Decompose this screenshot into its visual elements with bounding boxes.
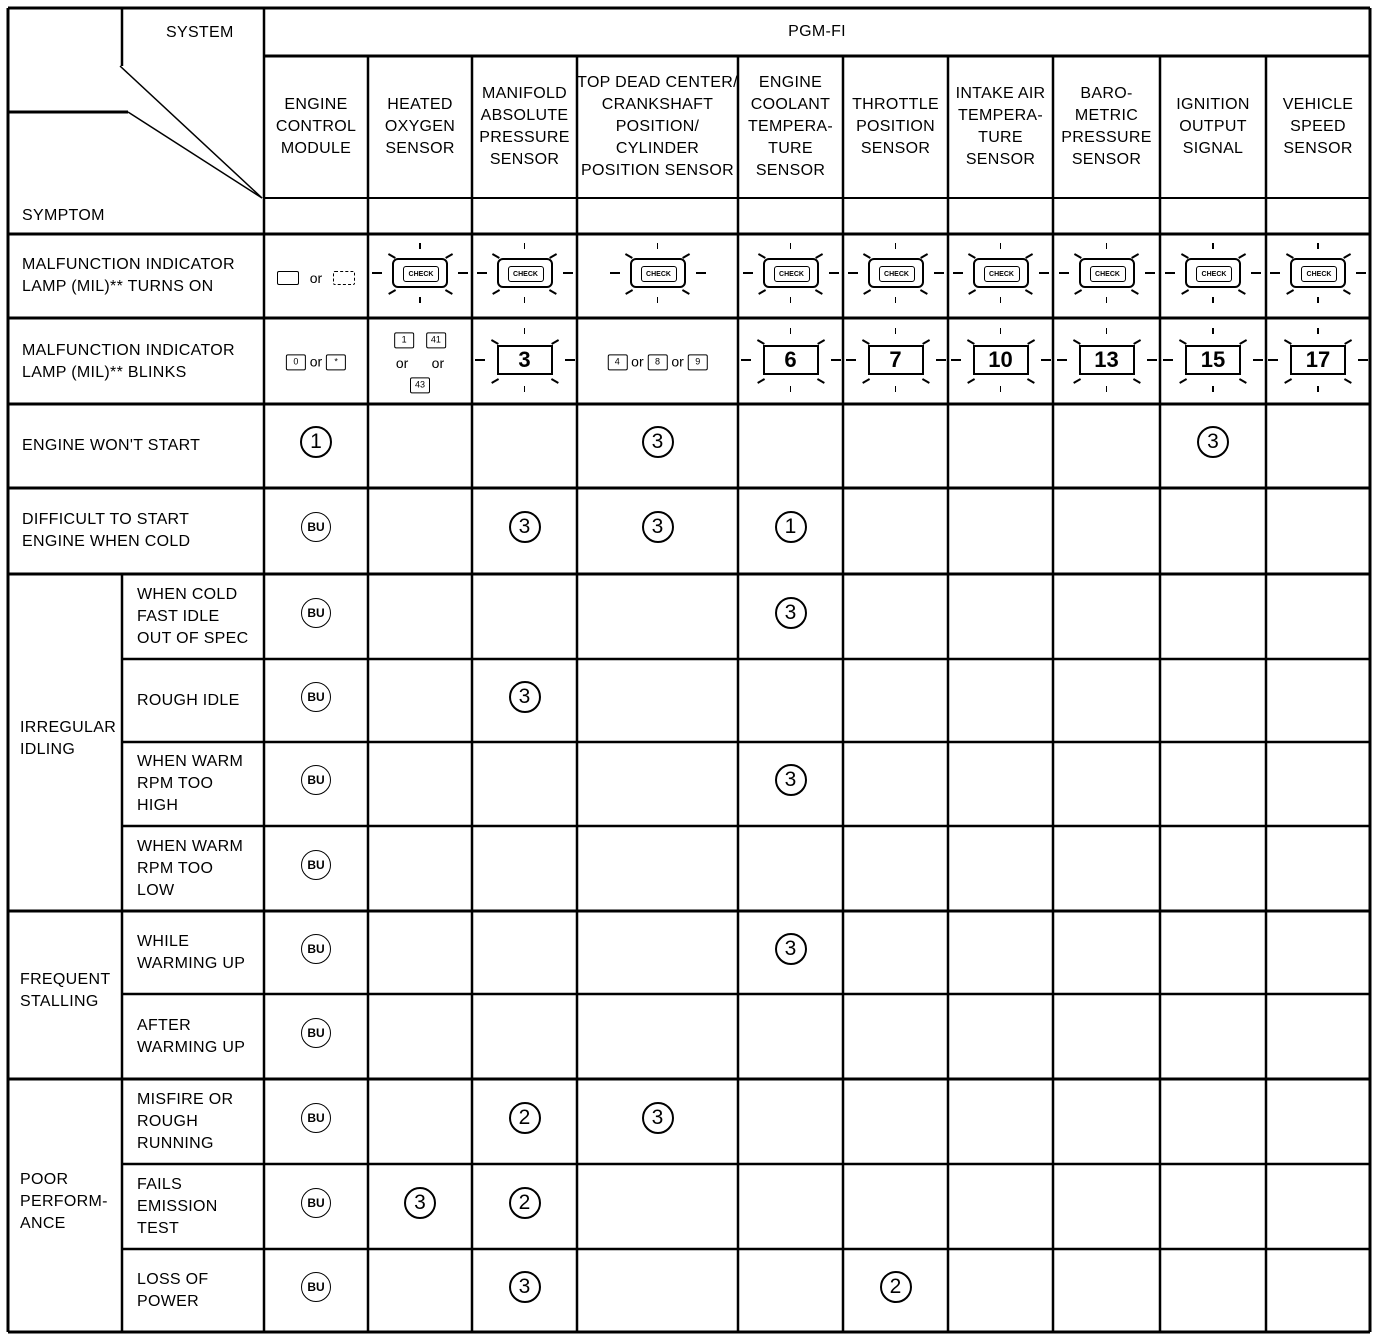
sub-symptom-label: WARMING UP — [137, 954, 246, 972]
engine-icon: CHECK — [641, 266, 677, 282]
check-engine-lamp-icon — [1290, 258, 1346, 288]
priority-mark: 3 — [642, 1102, 674, 1134]
sub-symptom-label: MISFIRE OR — [137, 1090, 234, 1108]
code-box: 41 — [426, 333, 446, 349]
sub-symptom-label: WHEN COLD — [137, 585, 238, 603]
sub-symptom-label: FAILS — [137, 1175, 183, 1193]
check-engine-lamp-icon — [1079, 258, 1135, 288]
ray-mark — [1212, 243, 1214, 249]
code-box: 43 — [410, 378, 430, 394]
ray-mark — [1059, 272, 1069, 274]
column-header: POSITION SENSOR — [581, 162, 734, 179]
check-engine-lamp-icon — [973, 258, 1029, 288]
ray-mark — [1356, 272, 1366, 274]
check-engine-lamp-icon — [630, 258, 686, 288]
ray-mark — [1000, 243, 1002, 249]
ray-mark — [1212, 328, 1214, 334]
ray-mark — [657, 297, 659, 303]
ecm-lamp-off-icon — [277, 271, 299, 285]
backup-mark: BU — [301, 850, 331, 880]
ray-mark — [1106, 243, 1108, 249]
sub-symptom-label: RPM TOO — [137, 859, 214, 877]
priority-mark: 2 — [880, 1271, 912, 1303]
ray-mark — [524, 386, 526, 392]
sub-symptom-label: TEST — [137, 1219, 180, 1237]
backup-mark: BU — [301, 682, 331, 712]
backup-mark: BU — [301, 934, 331, 964]
code-box: * — [326, 355, 346, 371]
system-name: PGM-FI — [788, 23, 846, 40]
backup-mark: BU — [301, 598, 331, 628]
priority-mark: 3 — [775, 933, 807, 965]
ray-mark — [953, 272, 963, 274]
corner-diagonal-b — [128, 112, 262, 198]
mil-on-label: MALFUNCTION INDICATOR — [22, 256, 235, 273]
column-header: SENSOR — [385, 140, 455, 157]
priority-mark: 3 — [509, 681, 541, 713]
sub-symptom-label: POWER — [137, 1292, 199, 1310]
column-header: SENSOR — [860, 140, 931, 157]
ray-mark — [419, 297, 421, 303]
ray-mark — [1000, 386, 1002, 392]
ray-mark — [565, 359, 575, 361]
oxygen-blink-codes-bottom — [410, 376, 430, 393]
ray-mark — [741, 359, 751, 361]
ray-mark — [524, 243, 526, 249]
blink-code-box: 15 — [1185, 345, 1241, 375]
ray-mark — [657, 243, 659, 249]
check-engine-lamp-icon — [868, 258, 924, 288]
oxygen-blink-codes-top — [394, 331, 446, 348]
priority-mark: 3 — [1197, 426, 1229, 458]
ray-mark — [1317, 328, 1319, 334]
ray-mark — [563, 272, 573, 274]
ray-mark — [895, 243, 897, 249]
blink-code-box: 17 — [1290, 345, 1346, 375]
ray-mark — [419, 243, 421, 249]
engine-icon: CHECK — [984, 266, 1020, 282]
ray-mark — [1147, 359, 1157, 361]
ray-mark — [1268, 359, 1278, 361]
sub-symptom-label: AFTER — [137, 1016, 191, 1034]
mil-blinks-label: LAMP (MIL)** BLINKS — [22, 364, 187, 381]
system-label: SYSTEM — [166, 24, 234, 41]
column-header: IGNITION — [1176, 96, 1250, 113]
priority-mark: 2 — [509, 1102, 541, 1134]
symptom-label: SYMPTOM — [22, 207, 105, 224]
priority-mark: 2 — [509, 1187, 541, 1219]
priority-mark: 1 — [775, 511, 807, 543]
priority-mark: 3 — [775, 597, 807, 629]
column-header: MANIFOLD — [481, 85, 568, 102]
column-header: CONTROL — [275, 118, 357, 135]
backup-mark: BU — [301, 765, 331, 795]
column-header: PRESSURE — [479, 129, 570, 146]
column-header: SPEED — [1290, 118, 1346, 135]
symptom-label: ENGINE WON'T START — [22, 437, 201, 454]
ray-mark — [895, 328, 897, 334]
blink-code-box: 10 — [973, 345, 1029, 375]
column-header: SIGNAL — [1182, 140, 1244, 157]
column-header: MODULE — [280, 140, 352, 157]
column-header: POSITION/ — [615, 118, 700, 135]
or-text: or — [309, 353, 323, 370]
ray-mark — [743, 272, 753, 274]
column-header: METRIC — [1074, 107, 1139, 124]
sub-symptom-label: WHEN WARM — [137, 837, 244, 855]
priority-mark: 3 — [404, 1187, 436, 1219]
blink-code-box: 3 — [497, 345, 553, 375]
ray-mark — [848, 272, 858, 274]
ray-mark — [610, 272, 620, 274]
symptom-label: ENGINE WHEN COLD — [22, 533, 191, 550]
backup-mark: BU — [301, 1018, 331, 1048]
ray-mark — [458, 272, 468, 274]
ray-mark — [846, 359, 856, 361]
ray-mark — [1000, 328, 1002, 334]
ray-mark — [1212, 386, 1214, 392]
check-engine-lamp-icon — [392, 258, 448, 288]
group-label: FREQUENT — [20, 971, 111, 988]
ray-mark — [1270, 272, 1280, 274]
ray-mark — [1251, 272, 1261, 274]
ray-mark — [475, 359, 485, 361]
code-box: 8 — [648, 355, 668, 371]
check-engine-lamp-icon — [497, 258, 553, 288]
group-label: PERFORM- — [20, 1192, 108, 1210]
mil-blinks-label: MALFUNCTION INDICATOR — [22, 342, 235, 359]
ray-mark — [372, 272, 382, 274]
engine-icon: CHECK — [403, 266, 439, 282]
ray-mark — [936, 359, 946, 361]
column-header: PRESSURE — [1061, 129, 1152, 146]
ray-mark — [1041, 359, 1051, 361]
sub-symptom-label: FAST IDLE — [137, 607, 220, 625]
or-text: or — [431, 355, 445, 371]
ray-mark — [1000, 297, 1002, 303]
ray-mark — [934, 272, 944, 274]
column-header: OXYGEN — [384, 118, 456, 135]
ray-mark — [1163, 359, 1173, 361]
ray-mark — [951, 359, 961, 361]
ray-mark — [1106, 328, 1108, 334]
backup-mark: BU — [301, 512, 331, 542]
column-header: SENSOR — [489, 151, 560, 168]
column-header: SENSOR — [1283, 140, 1353, 157]
column-header: SENSOR — [965, 151, 1036, 168]
ray-mark — [524, 328, 526, 334]
column-header: CRANKSHAFT — [601, 96, 714, 113]
column-header: POSITION — [856, 118, 935, 135]
ecm-or: or — [309, 270, 323, 286]
tdc-blink-codes — [607, 353, 707, 370]
ray-mark — [477, 272, 487, 274]
column-header: ENGINE — [758, 74, 823, 91]
column-header: THROTTLE — [852, 96, 939, 113]
engine-icon: CHECK — [1301, 266, 1337, 282]
ray-mark — [1317, 386, 1319, 392]
priority-mark: 3 — [642, 426, 674, 458]
group-label: POOR — [20, 1170, 69, 1188]
ray-mark — [1106, 297, 1108, 303]
engine-icon: CHECK — [879, 266, 915, 282]
sub-symptom-label: RPM TOO — [137, 775, 214, 792]
engine-icon: CHECK — [1196, 266, 1232, 282]
engine-icon: CHECK — [1090, 266, 1126, 282]
backup-mark: BU — [301, 1272, 331, 1302]
engine-icon: CHECK — [508, 266, 544, 282]
ray-mark — [696, 272, 706, 274]
column-header: COOLANT — [750, 96, 831, 113]
or-text: or — [671, 353, 684, 370]
sub-symptom-label: WHEN WARM — [137, 753, 244, 770]
ray-mark — [1317, 297, 1319, 303]
ray-mark — [829, 272, 839, 274]
corner-diagonal-a — [120, 66, 262, 198]
ecm-blink-codes — [286, 353, 346, 370]
blink-code-box: 6 — [763, 345, 819, 375]
check-engine-lamp-icon — [1185, 258, 1241, 288]
ray-mark — [1106, 386, 1108, 392]
backup-mark: BU — [301, 1188, 331, 1218]
group-label: ANCE — [20, 1214, 66, 1232]
ray-mark — [895, 386, 897, 392]
ray-mark — [1165, 272, 1175, 274]
check-engine-lamp-icon — [763, 258, 819, 288]
column-header: HEATED — [387, 96, 453, 113]
ray-mark — [831, 359, 841, 361]
ray-mark — [895, 297, 897, 303]
column-header: BARO- — [1080, 85, 1133, 102]
sub-symptom-label: ROUGH — [137, 1112, 199, 1130]
column-header: TEMPERA- — [747, 118, 834, 135]
ray-mark — [790, 386, 792, 392]
sub-symptom-label: EMISSION — [137, 1197, 218, 1215]
ray-mark — [1057, 359, 1067, 361]
ray-mark — [790, 297, 792, 303]
column-header: VEHICLE — [1282, 96, 1354, 113]
column-header: TURE — [768, 140, 813, 157]
priority-mark: 3 — [642, 511, 674, 543]
blink-code-box: 7 — [868, 345, 924, 375]
priority-mark: 3 — [775, 764, 807, 796]
priority-mark: 3 — [509, 1271, 541, 1303]
column-header: SENSOR — [755, 162, 826, 179]
code-box: 4 — [607, 355, 627, 371]
blink-code-box: 13 — [1079, 345, 1135, 375]
ray-mark — [790, 243, 792, 249]
ray-mark — [1212, 297, 1214, 303]
sub-symptom-label: WARMING UP — [137, 1038, 246, 1056]
ecm-lamp-on-icon — [333, 271, 355, 285]
column-header: ABSOLUTE — [480, 107, 569, 124]
engine-icon: CHECK — [774, 266, 810, 282]
group-label: STALLING — [20, 993, 99, 1010]
sub-symptom-label: RUNNING — [137, 1134, 214, 1152]
priority-mark: 3 — [509, 511, 541, 543]
column-header: CYLINDER — [615, 140, 700, 157]
ray-mark — [1317, 243, 1319, 249]
or-text: or — [395, 355, 409, 371]
sub-symptom-label: HIGH — [137, 797, 179, 814]
sub-symptom-label: OUT OF SPEC — [137, 629, 249, 647]
code-box: 1 — [394, 333, 414, 349]
ray-mark — [1253, 359, 1263, 361]
column-header: TOP DEAD CENTER/ — [577, 74, 738, 91]
or-text: or — [631, 353, 644, 370]
code-box: 0 — [286, 355, 306, 371]
sub-symptom-label: LOSS OF — [137, 1270, 209, 1288]
oxygen-blink-or — [396, 355, 444, 371]
code-box: 9 — [688, 355, 708, 371]
backup-mark: BU — [301, 1103, 331, 1133]
sub-symptom-label: ROUGH IDLE — [137, 691, 240, 709]
ray-mark — [790, 328, 792, 334]
column-header: TURE — [978, 129, 1023, 146]
symptom-label: DIFFICULT TO START — [22, 511, 190, 528]
sub-symptom-label: WHILE — [137, 932, 190, 950]
column-header: SENSOR — [1071, 151, 1142, 168]
group-label: IDLING — [20, 740, 76, 758]
ray-mark — [524, 297, 526, 303]
column-header: OUTPUT — [1179, 118, 1247, 135]
column-header: TEMPERA- — [957, 107, 1044, 124]
priority-mark: 1 — [300, 426, 332, 458]
mil-on-label: LAMP (MIL)** TURNS ON — [22, 278, 214, 295]
ray-mark — [1358, 359, 1368, 361]
group-label: IRREGULAR — [20, 718, 117, 736]
column-header: INTAKE AIR — [955, 85, 1046, 102]
sub-symptom-label: LOW — [137, 881, 175, 899]
column-header: ENGINE — [284, 96, 348, 113]
ray-mark — [1145, 272, 1155, 274]
ray-mark — [1039, 272, 1049, 274]
